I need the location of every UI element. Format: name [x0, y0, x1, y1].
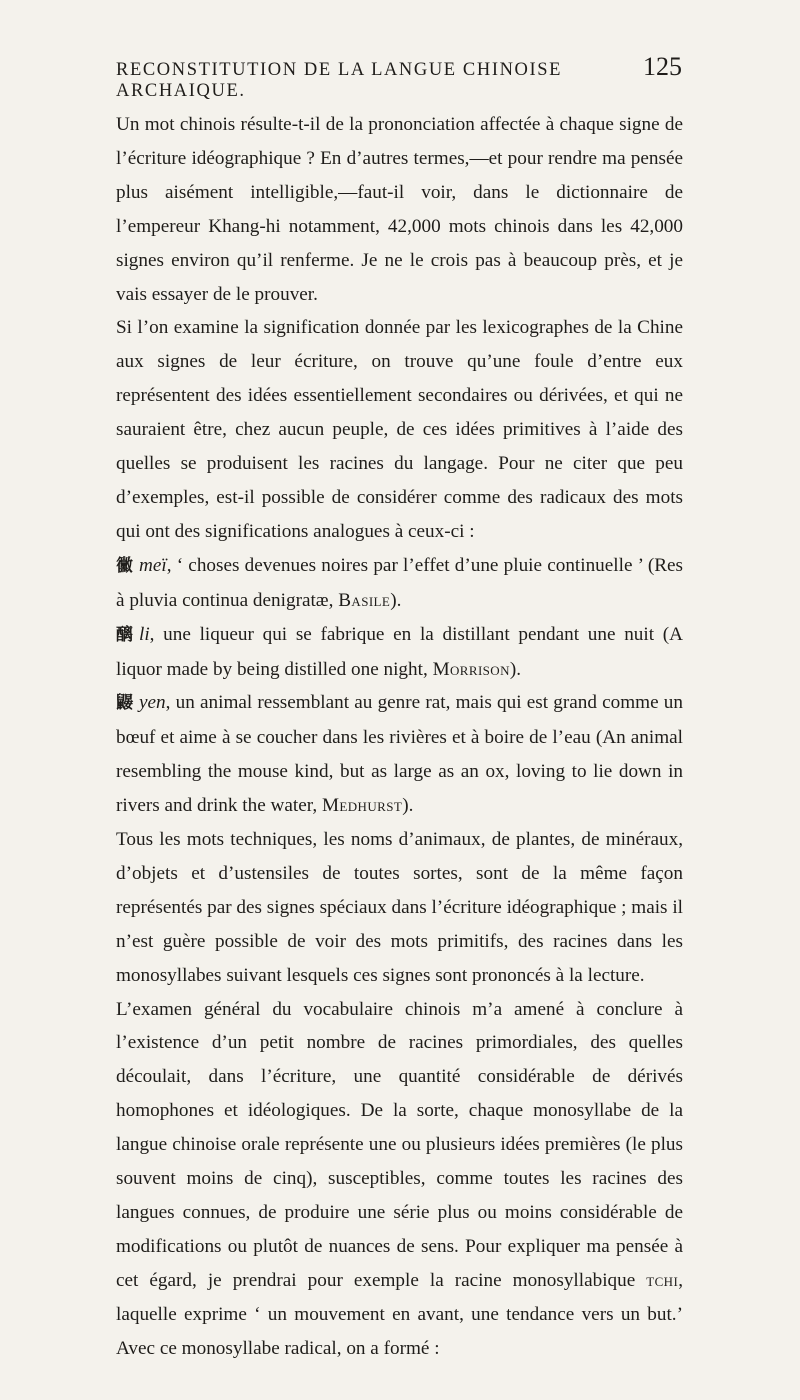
entry-end: ).	[509, 658, 522, 680]
paragraph-6: Tous les mots techniques, les noms d’animaux, de plantes, de minéraux, d’objets et d’ustensiles de toutes sortes, sont de la même façon représentés par des signes spéciaux dans l’écriture idéographique ; mais il n’est guère possible de voir des mots primitifs, des racines dans les monosyllabes suivant lesquels ces signes sont prononcés à la lecture.	[116, 829, 683, 986]
paragraph-2: Si l’on examine la signification donnée par les lexicographes de la Chine aux signes de leur écriture, on trouve qu’une foule d’entre eux représentent des idées essentiellement secondaires ou dérivées, et qui ne sauraient être, chez aucun peuple, de ces idées primitives à l’aide des quelles se produisent les racines du langage. Pour ne citer que peu d’exemples, est-il possible de considérer comme des radicaux des mots qui ont des significations analogues à ceux-ci :	[116, 317, 683, 542]
chinese-character-mei: 黴	[116, 555, 133, 576]
chinese-character-li: 醨	[116, 624, 133, 645]
entry-text: , ‘ choses devenues noires par l’effet d’une pluie continuelle ’ (Res à pluvia continua denigratæ,	[116, 554, 683, 611]
paragraph-1: Un mot chinois résulte-t-il de la prononciation affectée à chaque signe de l’écriture idéographique ? En d’autres termes,—et pour rendre ma pensée plus aisément intelligible,—faut-il voir, dans le dictionnaire de l’empereur Khang-hi notamment, 42,000 mots chinois dans les 42,000 signes environ qu’il renferme. Je ne le crois pas à beaucoup près, et je vais essayer de le prouver.	[116, 114, 683, 305]
root-tchi: tchi	[646, 1269, 679, 1291]
entry-source: Medhurst	[321, 795, 403, 817]
paragraph-7-start: L’examen général du vocabulaire chinois m’a amené à conclure à l’existence d’un petit nombre de racines primordiales, des quelles découlait, dans l’écriture, une quantité considérable de dérivés homophones et idéologiques. De la sorte, chaque monosyllabe de la langue chinoise orale représente une ou plusieurs idées premières (le plus souvent moins de cinq), susceptibles, comme toutes les racines des langues connues, de produire une série plus ou moins considérable de modifications ou plutôt de nuances de sens. Pour expliquer ma pensée à cet égard, je prendrai pour exemple la racine monosyllabique	[116, 998, 683, 1291]
paragraph-7	[116, 993, 683, 1366]
entry-source: Basile	[338, 589, 391, 611]
entry-term: yen	[139, 692, 166, 714]
page-number: 125	[643, 52, 682, 81]
entry-text: , une liqueur qui se fabrique en la distillant pendant une nuit (A liquor made by being distilled one night,	[116, 623, 683, 680]
entry-text: , un animal ressemblant au genre rat, mais qui est grand comme un bœuf et aime à se coucher dans les rivières et à boire de l’eau (An animal resembling the mouse kind, but as large as an ox, loving to lie down in rivers and drink the water,	[116, 692, 683, 817]
running-head: RECONSTITUTION DE LA LANGUE CHINOISE ARCHAIQUE.	[116, 60, 563, 101]
paragraph-7-end: , laquelle exprime ‘ un mouvement en avant, une tendance vers un but.’ Avec ce monosyllabe radical, on a formé :	[116, 1269, 683, 1359]
entry-term: li	[139, 623, 150, 645]
chinese-character-yen: 鼹	[116, 693, 133, 714]
entry-source: Morrison	[432, 658, 510, 680]
entry-li	[116, 618, 683, 687]
body-text	[116, 108, 683, 1366]
page-header	[116, 52, 682, 102]
entry-yen	[116, 686, 683, 823]
entry-mei	[116, 549, 683, 618]
entry-end: ).	[402, 795, 414, 817]
entry-term: meï	[139, 554, 167, 576]
entry-end: ).	[390, 589, 402, 611]
